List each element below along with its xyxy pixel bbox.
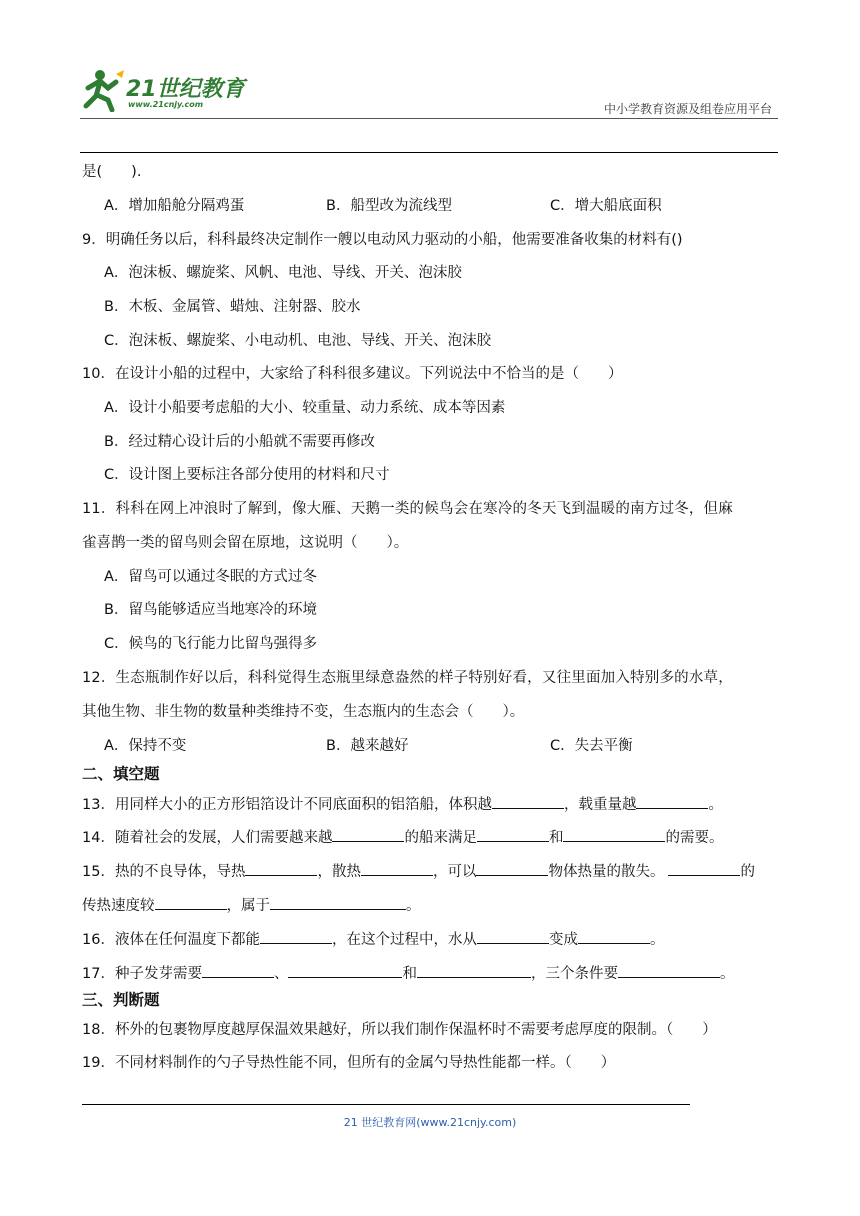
q17-text-c: 和 [402,966,417,982]
q8-option-c: C．增大船底面积 [550,198,662,214]
q17-text-d: ，三个条件要 [530,966,618,982]
q14-blank-3[interactable] [563,827,665,842]
section-fill-in-heading: 二、填空题 [82,765,160,783]
q15-text-f: 传热速度较 [82,898,155,914]
q15-line1 [82,861,755,882]
q13 [82,794,723,815]
footer-divider [82,1104,690,1105]
q9-option-c: C．泡沫板、螺旋桨、小电动机、电池、导线、开关、泡沫胶 [104,333,492,349]
q15-blank-4[interactable] [668,861,740,876]
q12-stem-line2: 其他生物、非生物的数量种类维持不变，生态瓶内的生态会（ ）。 [82,704,525,720]
q9-option-b: B．木板、金属管、蜡烛、注射器、胶水 [104,299,361,315]
q15-text-g: ，属于 [226,898,270,914]
q14-text-a: 14．随着社会的发展，人们需要越来越 [82,830,333,846]
q16-blank-3[interactable] [578,929,650,944]
q11-stem-line1: 11．科科在网上冲浪时了解到，像大雁、天鹅一类的候鸟会在寒冷的冬天飞到温暖的南方过冬，但麻 [82,501,733,517]
q11-option-a: A．留鸟可以通过冬眠的方式过冬 [104,569,317,585]
q18: 18．杯外的包裹物厚度越厚保温效果越好，所以我们制作保温杯时不需要考虑厚度的限制。（ ） [82,1022,717,1038]
q17-text-b: 、 [273,966,289,982]
q15-text-e: 的 [740,864,755,880]
q15-text-c: ，可以 [432,864,477,880]
q11-option-b: B．留鸟能够适应当地寒冷的环境 [104,602,317,618]
q9-stem: 9．明确任务以后，科科最终决定制作一艘以电动风力驱动的小船，他需要准备收集的材料有() [82,232,683,248]
section-true-false-heading: 三、判断题 [82,991,160,1009]
q11-stem-line2: 雀喜鹊一类的留鸟则会留在原地，这说明（ ）。 [82,535,409,551]
logo-text: 21世纪教育 [126,77,245,102]
q17 [82,963,734,984]
q17-text-e: 。 [719,966,735,982]
q16-text-a: 16．液体在任何温度下都能 [82,932,260,948]
q14-text-d: 的需要。 [665,830,724,846]
q15-blank-1[interactable] [245,861,317,876]
header-divider [80,118,778,119]
q17-blank-2[interactable] [288,963,402,978]
q14 [82,827,723,848]
q13-blank-2[interactable] [636,794,708,809]
q16 [82,929,664,950]
q16-text-c: 变成 [548,932,578,948]
q10-option-b: B．经过精心设计后的小船就不需要再修改 [104,434,375,450]
q13-text-b: ，载重量越 [563,797,637,813]
q11-option-c: C．候鸟的飞行能力比留鸟强得多 [104,636,318,652]
q15-blank-3[interactable] [476,861,548,876]
q15-line2 [82,895,421,916]
q14-text-c: 和 [548,830,564,846]
q16-blank-2[interactable] [477,929,549,944]
q14-text-b: 的船来满足 [404,830,477,846]
q8-option-b: B．船型改为流线型 [326,198,452,214]
q9-option-a: A．泡沫板、螺旋桨、风帆、电池、导线、开关、泡沫胶 [104,265,462,281]
header-divider-bold [80,152,778,153]
q10-stem: 10．在设计小船的过程中，大家给了科科很多建议。下列说法中不恰当的是（ ） [82,366,623,382]
q16-text-d: 。 [649,932,665,948]
platform-title: 中小学教育资源及组卷应用平台 [603,102,772,116]
q15-text-a: 15．热的不良导体，导热 [82,864,246,880]
q10-option-c: C．设计图上要标注各部分使用的材料和尺寸 [104,467,390,483]
q17-text-a: 17．种子发芽需要 [82,966,202,982]
q10-option-a: A．设计小船要考虑船的大小、较重量、动力系统、成本等因素 [104,400,506,416]
q15-blank-5[interactable] [155,895,227,910]
footer-source[interactable]: 21 世纪教育网(www.21cnjy.com) [343,1116,517,1129]
q15-text-d: 物体热量的散失。 [548,864,665,880]
q12-option-c: C．失去平衡 [550,738,633,754]
q17-blank-1[interactable] [202,963,274,978]
logo-url: www.21cnjy.com [128,100,204,109]
q12-option-a: A．保持不变 [104,738,187,754]
site-logo [78,66,258,114]
q8-stem-tail: 是( ). [82,164,142,180]
q13-text-a: 13．用同样大小的正方形铝箔设计不同底面积的铝箔船，体积越 [82,797,492,813]
q13-blank-1[interactable] [492,794,564,809]
runner-logo-icon [78,66,130,112]
q16-text-b: ，在这个过程中，水从 [331,932,477,948]
q15-text-b: ，散热 [317,864,361,880]
q17-blank-4[interactable] [618,963,720,978]
q14-blank-1[interactable] [332,827,404,842]
page-header [0,0,860,160]
q16-blank-1[interactable] [260,929,332,944]
q13-text-c: 。 [708,797,723,813]
q19: 19．不同材料制作的勺子导热性能不同，但所有的金属勺导热性能都一样。（ ） [82,1055,616,1071]
q12-stem-line1: 12．生态瓶制作好以后，科科觉得生态瓶里绿意盎然的样子特别好看，又往里面加入特别多的水草， [82,670,733,686]
q15-blank-2[interactable] [361,861,433,876]
q15-text-h: 。 [406,898,421,914]
q15-blank-6[interactable] [270,895,406,910]
q8-option-a: A．增加船舱分隔鸡蛋 [104,198,245,214]
q12-option-b: B．越来越好 [326,738,409,754]
q14-blank-2[interactable] [477,827,549,842]
q17-blank-3[interactable] [417,963,531,978]
